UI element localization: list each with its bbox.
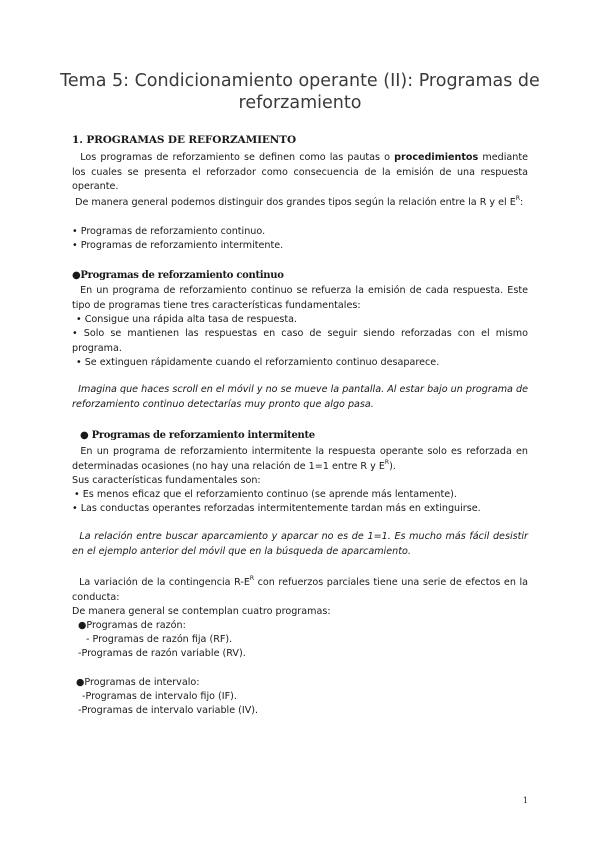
intro-paragraph bbox=[72, 151, 528, 195]
intermitente-chars-intro: Sus características fundamentales son: bbox=[72, 475, 261, 486]
continuo-example bbox=[72, 383, 528, 412]
variacion-text: La variación de la contingencia R-E bbox=[79, 577, 250, 588]
intermitente-example-text: La relación entre buscar aparcamiento y aparcar no es de 1=1. Es mucho más fácil desistir en el ejemplo anterior del móvil que en la búsqueda de aparcamiento. bbox=[72, 531, 528, 557]
page-number: 1 bbox=[522, 796, 528, 805]
type-item-intermitente: • Programas de reforzamiento intermitente. bbox=[72, 240, 284, 251]
general-text-end: : bbox=[520, 197, 524, 208]
continuo-bullet-1: • Consigue una rápida alta tasa de respuesta. bbox=[76, 314, 298, 325]
page-title: Tema 5: Condicionamiento operante (II): Programas de reforzamiento bbox=[60, 71, 540, 113]
intermitente-text-end: ). bbox=[389, 460, 396, 472]
intermitente-bullet-1: • Es menos eficaz que el reforzamiento continuo (se aprende más lentamente). bbox=[74, 489, 457, 500]
superscript-r: R bbox=[515, 195, 521, 202]
variacion-general: De manera general se contemplan cuatro programas: bbox=[72, 606, 331, 617]
intermitente-bullet-2: • Las conductas operantes reforzadas intermitentemente tardan más en extinguirse. bbox=[72, 503, 481, 514]
razon-heading: ●Programas de razón: bbox=[78, 620, 186, 631]
superscript-r: R bbox=[384, 458, 390, 466]
razon-item-variable: -Programas de razón variable (RV). bbox=[78, 648, 246, 659]
continuo-bullet-2: • Solo se mantienen las respuestas en caso de seguir siendo reforzadas con el mismo programa. bbox=[72, 328, 528, 354]
intervalo-item-fijo: -Programas de intervalo fijo (IF). bbox=[82, 691, 237, 702]
intervalo-item-variable: -Programas de intervalo variable (IV). bbox=[78, 705, 259, 716]
intermitente-paragraph bbox=[72, 445, 528, 474]
continuo-paragraph bbox=[72, 284, 528, 313]
type-item-continuo: • Programas de reforzamiento continuo. bbox=[72, 226, 266, 237]
continuo-text: En un programa de reforzamiento continuo se refuerza la emisión de cada respuesta. Este tipo de programas tiene tres características fundamentales: bbox=[72, 285, 528, 311]
section-heading: 1. PROGRAMAS DE REFORZAMIENTO bbox=[72, 134, 297, 146]
variacion-paragraph bbox=[72, 576, 528, 605]
intervalo-heading: ●Programas de intervalo: bbox=[76, 677, 200, 688]
general-text: De manera general podemos distinguir dos grandes tipos según la relación entre la R y el E bbox=[75, 197, 516, 208]
intermitente-text: En un programa de reforzamiento intermitente la respuesta operante solo es reforzada en determinadas ocasiones (no hay una relación de 1=1 entre R y E bbox=[72, 446, 528, 472]
razon-item-fija: - Programas de razón fija (RF). bbox=[86, 634, 233, 645]
continuo-heading: ●Programas de reforzamiento continuo bbox=[72, 270, 284, 281]
general-types-paragraph bbox=[72, 196, 528, 211]
intermitente-heading: ● Programas de reforzamiento intermitente bbox=[80, 430, 315, 441]
variacion-text-end: con refuerzos parciales tiene una serie de efectos en la conducta: bbox=[72, 577, 528, 603]
intro-text-start: Los programas de reforzamiento se definen como las pautas o bbox=[80, 152, 395, 163]
intro-text-end: mediante los cuales se presenta el reforzador como consecuencia de la emisión de una respuesta operante. bbox=[72, 152, 528, 193]
superscript-r: R bbox=[249, 575, 255, 582]
continuo-example-text: Imagina que haces scroll en el móvil y no se mueve la pantalla. Al estar bajo un programa de reforzamiento continuo detectarías muy pronto que algo pasa. bbox=[72, 384, 528, 410]
intro-bold-term: procedimientos bbox=[394, 152, 479, 163]
continuo-bullet-3: • Se extinguen rápidamente cuando el reforzamiento continuo desaparece. bbox=[76, 357, 440, 368]
intermitente-example bbox=[72, 530, 528, 559]
